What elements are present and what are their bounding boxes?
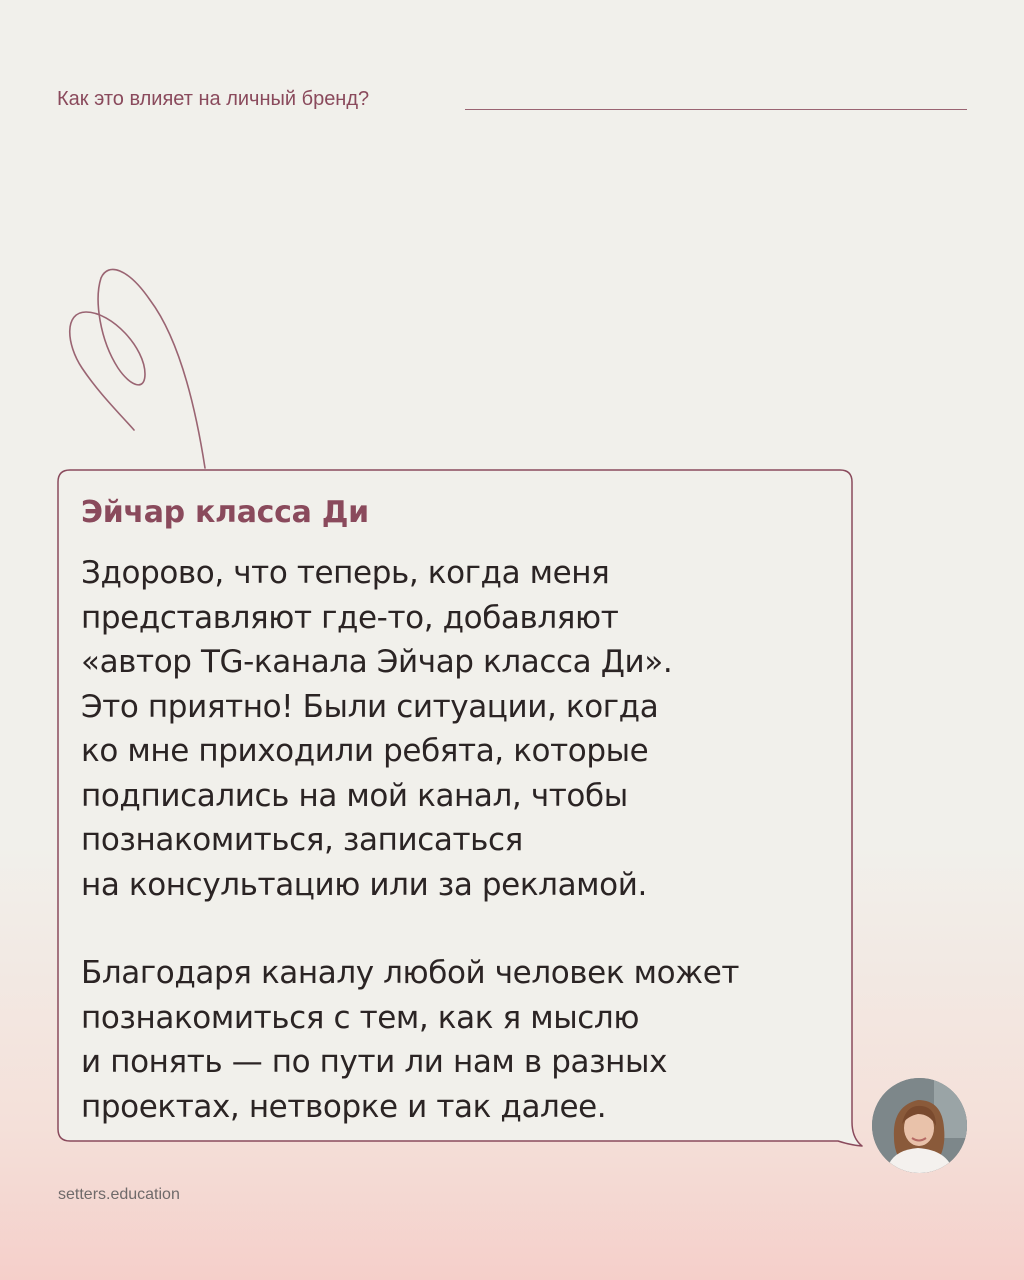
text-line: и понять — по пути ли нам в разных [81,1044,668,1080]
footer-site: setters.education [58,1186,180,1203]
quote-paragraph-1 [81,551,829,907]
text-line: ко мне приходили ребята, которые [81,733,649,769]
text-line: Здорово, что теперь, когда меня [81,555,610,591]
text-line: Это приятно! Были ситуации, когда [81,688,659,725]
avatar-portrait-icon [872,1078,967,1173]
quote-paragraph-2 [81,951,829,1129]
header-title: Как это влияет на личный бренд? [57,88,370,110]
text-line: представляют где-то, добавляют [81,599,619,636]
text-line: познакомиться с тем, как я мыслю [81,999,640,1036]
text-line: подписались на мой канал, чтобы [81,777,628,814]
quote-card [58,470,851,1141]
text-line: познакомиться, записаться [81,822,523,858]
text-line: «автор TG-канала Эйчар класса Ди». [81,644,673,680]
quote-author: Эйчар класса Ди [81,495,369,530]
text-line: проектах, нетворке и так далее. [81,1088,607,1125]
text-line: на консультацию или за рекламой. [81,866,647,903]
text-line: Благодаря каналу любой человек может [81,955,740,991]
author-avatar [872,1078,967,1173]
